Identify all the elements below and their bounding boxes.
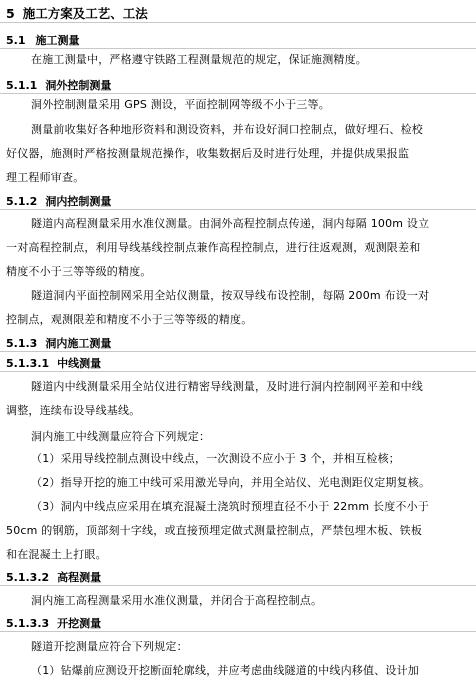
paragraph: 洞内施工高程测量采用水准仪测量，并闭合于高程控制点。 (31, 594, 323, 607)
paragraph-line: 隧道内中线测量采用全站仪进行精密导线测量，及时进行洞内控制网平差和中线 (31, 380, 423, 393)
list-item-line: （3）洞内中线点应采用在填充混凝土浇筑时预埋直径不小于 22mm 长度不小于 (31, 500, 430, 513)
list-item: （1）钻爆前应测设开挖断面轮廓线，并应考虑曲线隧道的中线内移值、设计加 (31, 664, 419, 677)
list-item: （1）采用导线控制点测设中线点，一次测设不应小于 3 个，并相互检核； (31, 452, 400, 465)
heading-5-1: 5.1 施工测量 (0, 32, 476, 49)
paragraph-line: 理工程师审查。 (6, 171, 85, 184)
heading-5-1-2: 5.1.2 洞内控制测量 (0, 193, 476, 210)
paragraph: 隧道开挖测量应符合下列规定： (31, 640, 188, 653)
paragraph: 在施工测量中，严格遵守铁路工程测量规范的规定，保证施测精度。 (31, 53, 367, 66)
list-item-line: 50cm 的钢筋，顶部刻十字线，或直接预埋定做式测量控制点，严禁包埋木板、铁板 (6, 524, 423, 537)
paragraph-line: 测量前收集好各种地形资料和测设资料，并布设好洞口控制点，做好埋石、检校 (31, 123, 423, 136)
paragraph-line: 精度不小于三等等级的精度。 (6, 265, 152, 278)
list-item-line: 和在混凝土上打眼。 (6, 548, 107, 561)
paragraph-line: 好仪器，施测时严格按测量规范操作，收集数据后及时进行处理，并提供成果报监 (6, 147, 410, 160)
section-heading: 5 施工方案及工艺、工法 (0, 4, 476, 23)
paragraph: 洞内施工中线测量应符合下列规定： (31, 430, 211, 443)
heading-5-1-1: 5.1.1 洞外控制测量 (0, 77, 476, 94)
paragraph-line: 隧道洞内平面控制网采用全站仪测量，按双导线布设控制，每隔 200m 布设一对 (31, 289, 430, 302)
list-item: （2）指导开挖的施工中线可采用激光导向，并用全站仪、光电测距仪定期复核。 (31, 476, 431, 489)
paragraph-line: 控制点，观测限差和精度不小于三等等级的精度。 (6, 313, 253, 326)
heading-5-1-3-3: 5.1.3.3 开挖测量 (0, 615, 476, 632)
heading-5-1-3: 5.1.3 洞内施工测量 (0, 335, 476, 352)
paragraph-line: 隧道内高程测量采用水准仪测量。由洞外高程控制点传递，洞内每隔 100m 设立 (31, 217, 430, 230)
paragraph: 洞外控制测量采用 GPS 测设，平面控制网等级不小于三等。 (31, 98, 330, 111)
heading-5-1-3-2: 5.1.3.2 高程测量 (0, 569, 476, 586)
paragraph-line: 调整，连续布设导线基线。 (6, 404, 141, 417)
heading-5-1-3-1: 5.1.3.1 中线测量 (0, 355, 476, 372)
paragraph-line: 一对高程控制点，利用导线基线控制点兼作高程控制点，进行往返观测，观测限差和 (6, 241, 421, 254)
